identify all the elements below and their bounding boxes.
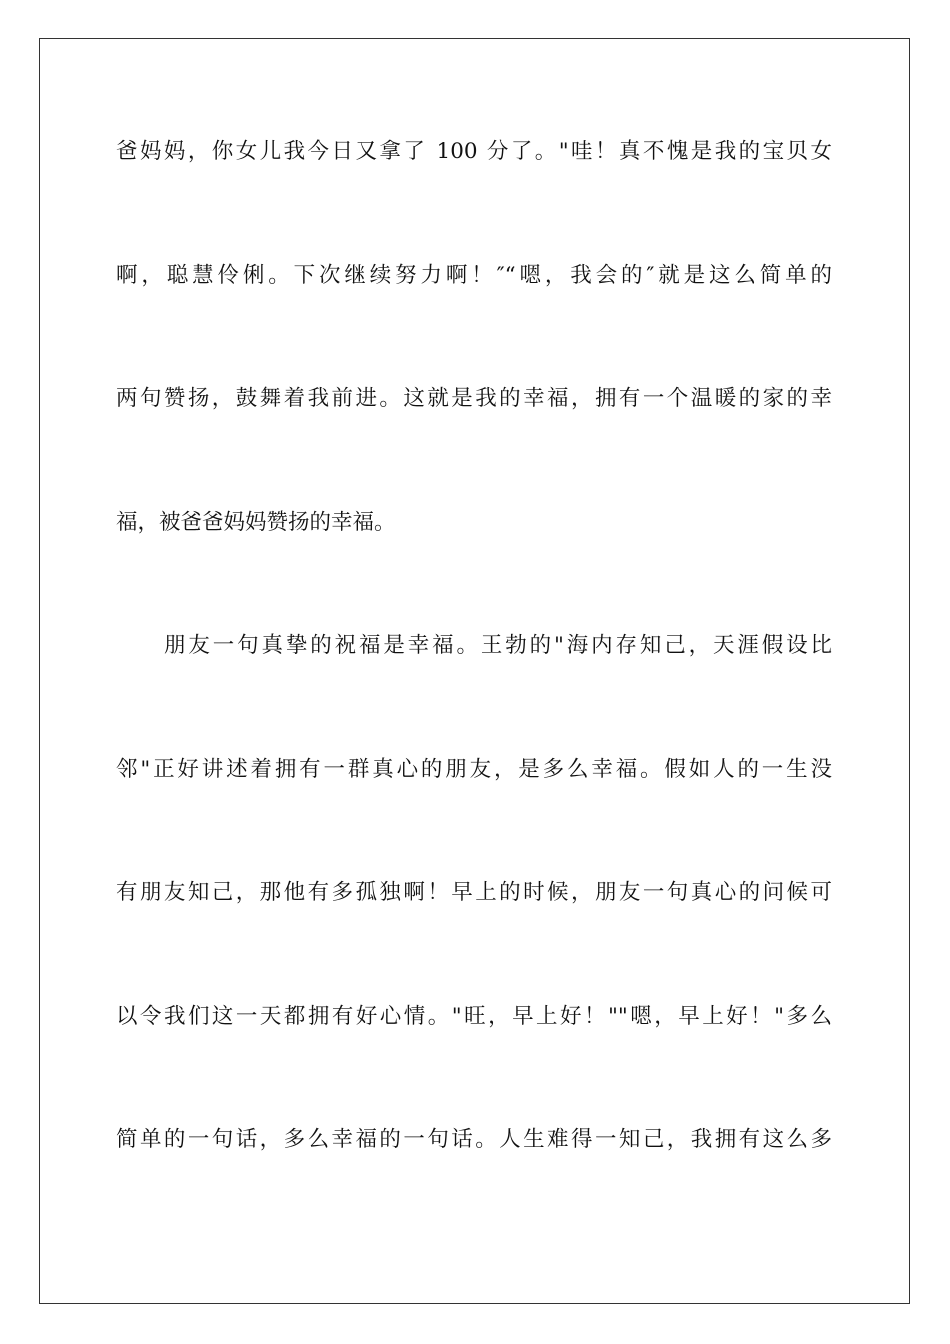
text-line-4: 福，被爸爸妈妈赞扬的幸福。	[116, 510, 396, 535]
text-line-2: 啊，聪慧伶俐。下次继续努力啊！″“嗯，我会的″就是这么简单的	[116, 263, 832, 288]
text-line-6: 邻"正好讲述着拥有一群真心的朋友，是多么幸福。假如人的一生没	[116, 757, 832, 782]
text-line-1: 爸妈妈，你女儿我今日又拿了 100 分了。"哇！真不愧是我的宝贝女	[116, 139, 832, 164]
text-line-7: 有朋友知己，那他有多孤独啊！早上的时候，朋友一句真心的问候可	[116, 880, 832, 905]
text-line-5: 朋友一句真挚的祝福是幸福。王勃的"海内存知己，天涯假设比	[164, 633, 832, 658]
text-line-9: 简单的一句话，多么幸福的一句话。人生难得一知己，我拥有这么多	[116, 1127, 832, 1152]
text-line-3: 两句赞扬，鼓舞着我前进。这就是我的幸福，拥有一个温暖的家的幸	[116, 386, 832, 411]
page-frame	[39, 38, 910, 1304]
text-line-8: 以令我们这一天都拥有好心情。"旺，早上好！""嗯，早上好！"多么	[116, 1004, 832, 1029]
